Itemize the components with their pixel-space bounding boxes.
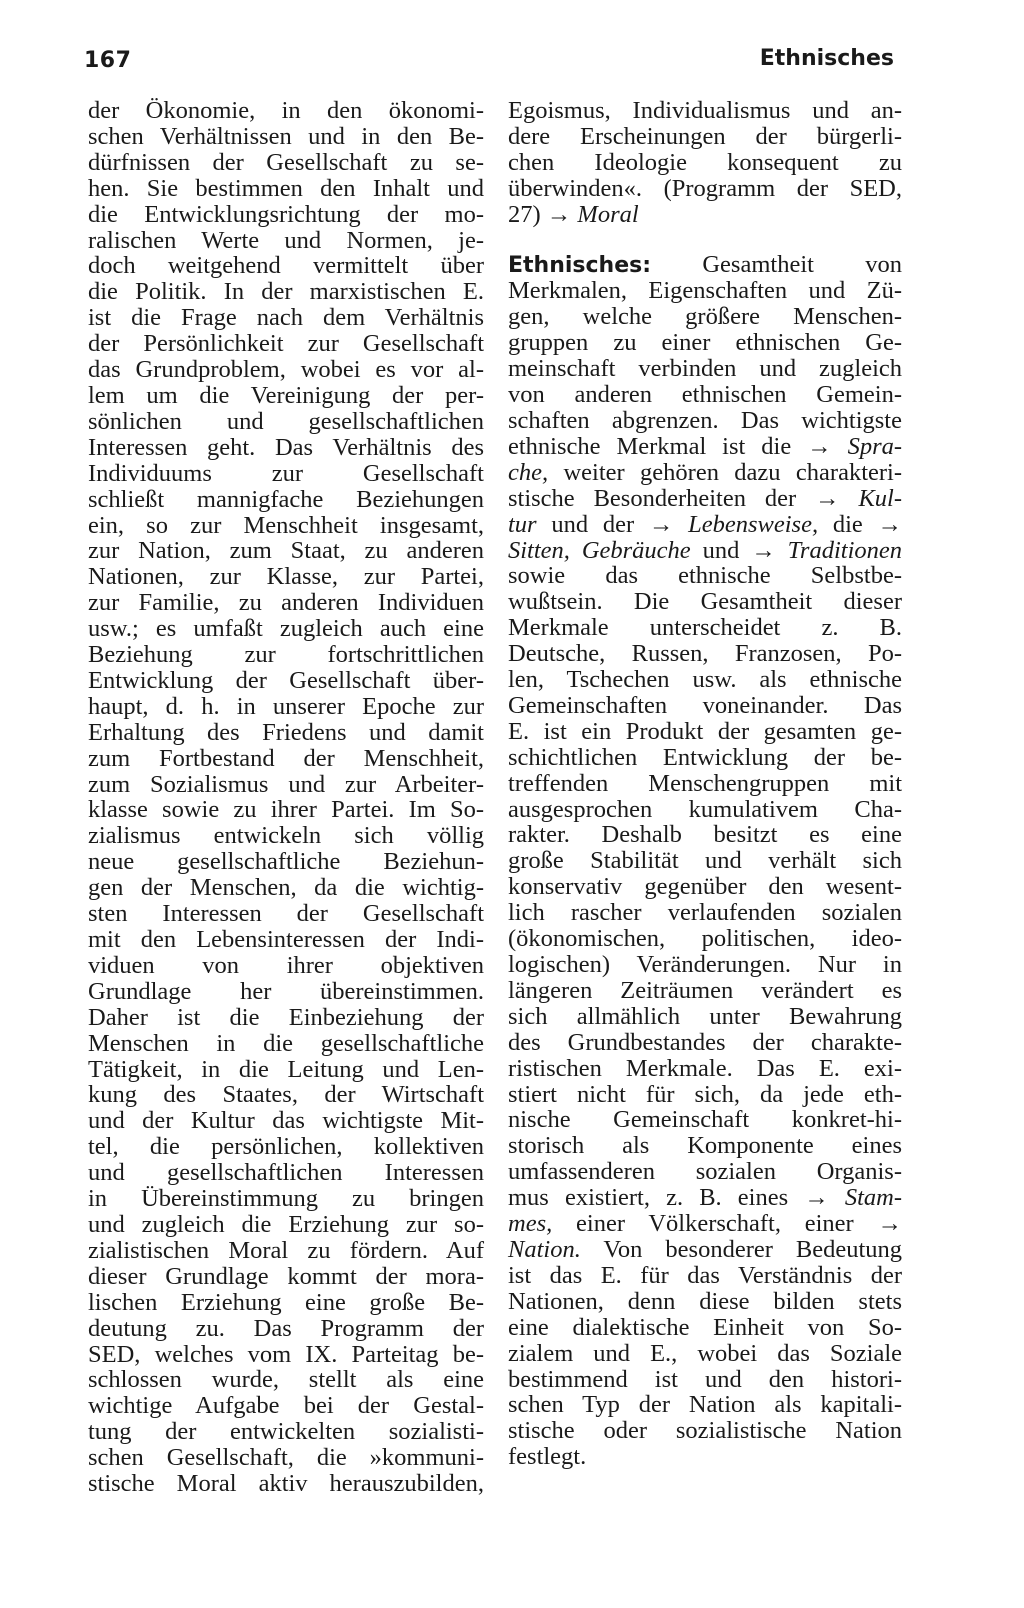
- text-line: eine dialektische Einheit von So-: [508, 1313, 902, 1341]
- text-line: und zugleich die Erziehung zur so-: [88, 1210, 484, 1238]
- text-line: tung der entwickelten sozialisti-: [88, 1418, 484, 1446]
- text-line: umfassenderen sozialen Organis-: [508, 1158, 902, 1186]
- text-line: sowie das ethnische Selbstbe-: [508, 562, 902, 590]
- text-line: Egoismus, Individualismus und an-: [508, 97, 902, 124]
- text-line: usw.; es umfaßt zugleich auch eine: [88, 615, 484, 643]
- text-line: Merkmalen, Eigenschaften und Zü-: [508, 277, 902, 305]
- text-line: schichtlichen Entwicklung der be-: [508, 743, 902, 771]
- text-line: ristischen Merkmale. Das E. exi-: [508, 1054, 902, 1082]
- text-line: zum Fortbestand der Menschheit,: [88, 744, 484, 772]
- text-line: Beziehung zur fortschrittlichen: [88, 641, 484, 669]
- text-line: 27) → Moral: [508, 200, 639, 228]
- text-line: zialistischen Moral zu fördern. Auf: [88, 1236, 484, 1264]
- text-line: festlegt.: [508, 1443, 587, 1471]
- text-line: Erhaltung des Friedens und damit: [88, 718, 484, 746]
- text-line: lem um die Vereinigung der per-: [88, 381, 484, 409]
- cross-reference: Lebensweise,: [688, 510, 819, 538]
- text-line: che, weiter gehören dazu charakteri-: [508, 458, 902, 486]
- text-line: chen Ideologie konsequent zu: [508, 148, 902, 176]
- text-line: doch weitgehend vermittelt über: [88, 252, 484, 280]
- text-line: dere Erscheinungen der bürgerli-: [508, 122, 902, 150]
- text-line: ist das E. für das Verständnis der: [508, 1261, 902, 1289]
- cross-reference: Nation.: [508, 1235, 581, 1263]
- page-number: 167: [84, 48, 132, 73]
- text-line: neue gesellschaftliche Beziehun-: [88, 848, 484, 876]
- cross-reference: Spra-: [847, 432, 903, 460]
- continuation-text: [508, 98, 902, 202]
- entry-term: Ethnisches:: [508, 252, 652, 278]
- text-line: Sitten, Gebräuche und → Traditionen: [508, 536, 903, 564]
- text-line: zur Nation, zum Staat, zu anderen: [88, 537, 484, 565]
- text-line: und der Kultur das wichtigste Mit-: [88, 1107, 484, 1135]
- text-line: treffenden Menschengruppen mit: [508, 769, 902, 797]
- cross-reference: che,: [508, 458, 549, 486]
- text-line: Nationen, zur Klasse, zur Partei,: [88, 563, 484, 591]
- text-line: Interessen geht. Das Verhältnis des: [88, 433, 484, 461]
- text-line: ausgesprochen kumulativem Cha-: [508, 795, 902, 823]
- text-line: längeren Zeiträumen verändert es: [508, 976, 902, 1004]
- text-line: stiert nicht für sich, da jede eth-: [508, 1080, 902, 1108]
- left-column: [88, 98, 484, 1497]
- text-line: gruppen zu einer ethnischen Ge-: [508, 329, 902, 357]
- text-line: des Grundbestandes der charakte-: [508, 1028, 902, 1056]
- cross-reference: Sitten, Gebräuche: [508, 536, 691, 564]
- text-line: schen Gesellschaft, die »kommuni-: [88, 1444, 484, 1472]
- text-line: zialem und E., wobei das Soziale: [508, 1339, 902, 1367]
- text-line: len, Tschechen usw. als ethnische: [508, 666, 902, 694]
- text-line: Gemeinschaften voneinander. Das: [508, 691, 902, 719]
- text-line: SED, welches vom IX. Parteitag be-: [88, 1340, 484, 1368]
- entry-first-line: Ethnisches: Gesamtheit von: [508, 250, 903, 278]
- text-line: große Stabilität und verhält sich: [508, 847, 902, 875]
- text-line: mes, einer Völkerschaft, einer →: [508, 1210, 902, 1238]
- text-line: lich rascher verlaufenden sozialen: [508, 899, 902, 927]
- text-line: gen der Menschen, da die wichtig-: [88, 874, 484, 902]
- text-line: konservativ gegenüber den wesent-: [508, 873, 902, 901]
- text-line: Merkmale unterscheidet z. B.: [508, 614, 902, 642]
- text-line: schließt mannigfache Beziehungen: [88, 485, 484, 513]
- text-line: Nationen, denn diese bilden stets: [508, 1287, 902, 1315]
- text-line: bestimmend ist und den histori-: [508, 1365, 902, 1393]
- running-head: Ethnisches: [759, 46, 894, 71]
- text-line: tur und der → Lebensweise, die →: [508, 510, 903, 538]
- text-line: die Entwicklungsrichtung der mo-: [88, 200, 484, 228]
- text-line: der Ökonomie, in den ökonomi-: [88, 97, 484, 124]
- text-line: ein, so zur Menschheit insgesamt,: [88, 511, 484, 539]
- entry-text: [508, 1263, 902, 1444]
- text-line: ralischen Werte und Normen, je-: [88, 226, 484, 254]
- text-line: wichtige Aufgabe bei der Gestal-: [88, 1392, 484, 1420]
- text-line: schen Verhältnissen und in den Be-: [88, 122, 484, 150]
- text-line: die Politik. In der marxistischen E.: [88, 278, 484, 306]
- text-line: tel, die persönlichen, kollektiven: [88, 1133, 484, 1161]
- cross-reference: tur: [508, 510, 537, 538]
- dictionary-entry: [508, 252, 902, 1471]
- text-line: Grundlage her übereinstimmen.: [88, 977, 484, 1005]
- text-line: dürfnissen der Gesellschaft zu se-: [88, 148, 484, 176]
- text-line: zialismus entwickeln sich völlig: [88, 822, 484, 850]
- text-line: gen, welche größere Menschen-: [508, 303, 902, 331]
- text-line: von anderen ethnischen Gemein-: [508, 381, 902, 409]
- text-line: Nation. Von besonderer Bedeutung: [508, 1235, 903, 1263]
- cross-reference: Traditionen: [787, 536, 903, 564]
- text-line: schaften abgrenzen. Das wichtigste: [508, 406, 902, 434]
- cross-reference: mes,: [508, 1210, 553, 1238]
- text-line: mit den Lebensinteressen der Indi-: [88, 926, 484, 953]
- text-line: das Grundproblem, wobei es vor al-: [88, 356, 484, 384]
- text-line: klasse sowie zu ihrer Partei. Im So-: [88, 796, 484, 824]
- text-line: überwinden«. (Programm der SED,: [508, 174, 902, 202]
- text-line: wußtsein. Die Gesamtheit dieser: [508, 588, 902, 616]
- text-line: nische Gemeinschaft konkret-hi-: [508, 1106, 902, 1134]
- text-line: Deutsche, Russen, Franzosen, Po-: [508, 640, 902, 668]
- text-line: und gesellschaftlichen Interessen: [88, 1159, 484, 1187]
- text-line: dieser Grundlage kommt der mora-: [88, 1262, 484, 1290]
- text-line: kung des Staates, der Wirtschaft: [88, 1081, 484, 1109]
- text-line: schen Typ der Nation als kapitali-: [508, 1391, 902, 1419]
- text-line: E. ist ein Produkt der gesamten ge-: [508, 717, 902, 745]
- text-line: sten Interessen der Gesellschaft: [88, 900, 484, 928]
- text-line: (ökonomischen, politischen, ideo-: [508, 925, 902, 953]
- text-line: Daher ist die Einbeziehung der: [88, 1003, 484, 1031]
- text-line: ist die Frage nach dem Verhältnis: [88, 304, 484, 332]
- text-line: Individuums zur Gesellschaft: [88, 459, 484, 487]
- text-line: haupt, d. h. in unserer Epoche zur: [88, 692, 484, 720]
- right-column: [508, 98, 902, 1470]
- entry-text: [508, 563, 902, 1185]
- text-line: mus existiert, z. B. eines → Stam-: [508, 1184, 902, 1212]
- text-line: storisch als Komponente eines: [508, 1132, 902, 1160]
- text-line: zum Sozialismus und zur Arbeiter-: [88, 770, 484, 798]
- text-line: meinschaft verbinden und zugleich: [508, 355, 902, 383]
- text-line: logischen) Veränderungen. Nur in: [508, 951, 902, 978]
- text-line: sönlichen und gesellschaftlichen: [88, 407, 484, 435]
- text-line: schlossen wurde, stellt als eine: [88, 1366, 484, 1394]
- text-line: Menschen in die gesellschaftliche: [88, 1029, 484, 1057]
- text-line: zur Familie, zu anderen Individuen: [88, 589, 484, 617]
- cross-reference: Moral: [577, 200, 639, 228]
- text-line: hen. Sie bestimmen den Inhalt und: [88, 174, 484, 202]
- entry-text: [508, 278, 902, 433]
- text-line: Entwicklung der Gesellschaft über-: [88, 666, 484, 694]
- text-line: rakter. Deshalb besitzt es eine: [508, 821, 902, 849]
- text-line: in Übereinstimmung zu bringen: [88, 1185, 484, 1213]
- cross-reference: Stam-: [844, 1184, 902, 1212]
- cross-reference: Kul-: [858, 484, 903, 512]
- text-line: lischen Erziehung eine große Be-: [88, 1288, 484, 1316]
- text-line: stische Besonderheiten der → Kul-: [508, 484, 903, 512]
- text-line: sich allmählich unter Bewahrung: [508, 1002, 902, 1030]
- text-line: deutung zu. Das Programm der: [88, 1314, 484, 1342]
- text-line: Tätigkeit, in die Leitung und Len-: [88, 1055, 484, 1083]
- text-line: ethnische Merkmal ist die → Spra-: [508, 432, 903, 460]
- text-line: viduen von ihrer objektiven: [88, 951, 484, 979]
- text-line: stische Moral aktiv herauszubilden,: [88, 1470, 484, 1498]
- text-line: stische oder sozialistische Nation: [508, 1417, 902, 1445]
- text-line: der Persönlichkeit zur Gesellschaft: [88, 330, 484, 358]
